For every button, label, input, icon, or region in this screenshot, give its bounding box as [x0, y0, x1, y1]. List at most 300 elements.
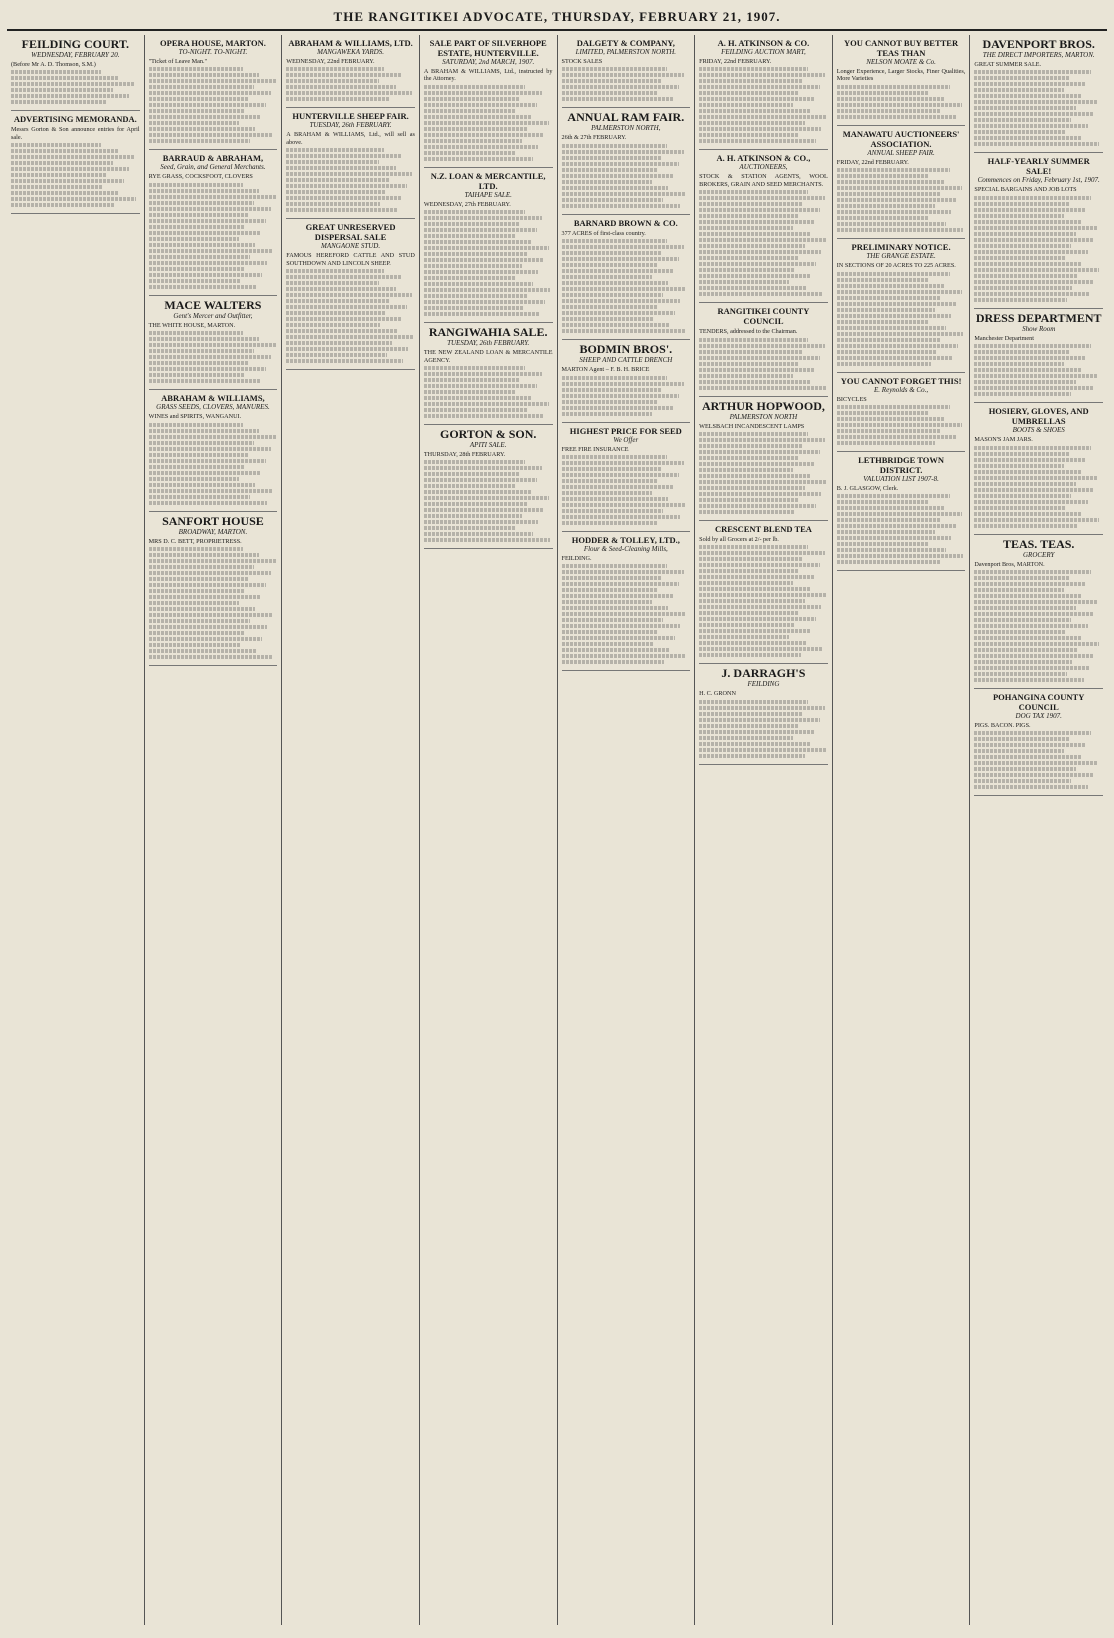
print-texture [974, 470, 1081, 474]
print-texture [149, 619, 251, 623]
print-texture [837, 417, 945, 421]
print-texture [837, 204, 935, 208]
print-texture [699, 338, 808, 342]
print-texture [699, 545, 808, 549]
print-texture [837, 168, 950, 172]
advertisement [286, 35, 415, 108]
print-texture [562, 311, 675, 315]
print-texture [424, 300, 545, 304]
print-texture [286, 293, 412, 297]
print-texture [974, 368, 1081, 372]
print-texture [699, 262, 816, 266]
ad-subtitle: Show Room [1022, 324, 1056, 333]
ad-body: GREAT SUMMER SALE. [974, 61, 1042, 68]
advertisement [974, 689, 1103, 796]
print-texture [286, 311, 385, 315]
print-texture [562, 251, 662, 255]
ad-title: HUNTERVILLE SHEEP FAIR. [292, 111, 409, 122]
print-texture [149, 231, 261, 235]
print-texture [562, 186, 669, 190]
print-texture [562, 588, 657, 592]
ad-body: FREE FIRE INSURANCE [561, 445, 629, 453]
print-texture [424, 312, 540, 316]
print-texture [837, 222, 946, 226]
ad-body: WELSBACH INCANDESCENT LAMPS [699, 422, 805, 430]
print-texture [837, 441, 935, 445]
print-texture [286, 148, 384, 152]
print-texture [699, 706, 825, 710]
print-texture [149, 255, 251, 259]
print-texture [837, 494, 950, 498]
print-texture [149, 435, 276, 439]
print-texture [562, 317, 653, 321]
print-texture [699, 190, 808, 194]
print-texture [974, 392, 1070, 396]
ad-body: THE WHITE HOUSE, MARTON. [148, 321, 236, 329]
ad-body: MASON'S JAM JARS. [974, 436, 1033, 444]
print-texture [974, 666, 1088, 670]
print-texture [11, 167, 129, 171]
print-texture [974, 749, 1064, 753]
print-texture [699, 438, 825, 442]
advertisement [837, 126, 966, 239]
print-texture [562, 636, 675, 640]
print-texture [149, 429, 260, 433]
print-texture [974, 464, 1064, 468]
print-texture [149, 273, 262, 277]
print-texture [286, 208, 397, 212]
print-texture [11, 76, 118, 80]
print-texture [424, 408, 527, 412]
print-texture [562, 305, 658, 309]
ad-title: DRESS DEPARTMENT [975, 310, 1102, 325]
print-texture [974, 374, 1097, 378]
print-texture [11, 82, 134, 86]
print-texture [149, 285, 257, 289]
print-texture [699, 462, 815, 466]
advertisement [424, 35, 553, 168]
print-texture [149, 139, 251, 143]
print-texture [974, 298, 1067, 302]
print-texture [974, 755, 1081, 759]
print-texture [149, 601, 239, 605]
advertisement [974, 403, 1103, 534]
print-texture [974, 94, 1081, 98]
print-texture [424, 460, 526, 464]
print-texture [286, 353, 386, 357]
print-texture [974, 106, 1076, 110]
column-1 [7, 35, 145, 1625]
print-texture [11, 94, 129, 98]
advertisement [974, 309, 1103, 403]
print-texture [424, 478, 537, 482]
ad-subtitle: GRASS SEEDS, CLOVERS, MANURES. [156, 403, 270, 412]
print-texture [837, 314, 951, 318]
print-texture [562, 91, 657, 95]
print-texture [424, 103, 537, 107]
print-texture [562, 461, 684, 465]
print-texture [562, 642, 653, 646]
print-texture [837, 356, 953, 360]
ad-subtitle: Seed, Grain, and General Merchants. [160, 163, 266, 172]
advertisement [562, 108, 691, 214]
ad-body: Manchester Department [974, 334, 1034, 342]
print-texture [149, 471, 261, 475]
print-texture [424, 258, 544, 262]
ad-title: ARTHUR HOPWOOD, [701, 398, 825, 413]
column-3 [282, 35, 420, 1625]
print-texture [286, 335, 413, 339]
ad-subtitle: WEDNESDAY, FEBRUARY 20. [31, 51, 120, 59]
print-texture [149, 577, 249, 581]
print-texture [424, 514, 522, 518]
print-texture [699, 700, 808, 704]
ad-subtitle: THE DIRECT IMPORTERS, MARTON. [982, 51, 1095, 59]
advertisement [149, 512, 278, 666]
print-texture [149, 501, 267, 505]
print-texture [837, 512, 962, 516]
print-texture [424, 366, 526, 370]
print-texture [149, 237, 239, 241]
print-texture [149, 195, 276, 199]
print-texture [149, 127, 256, 131]
print-texture [974, 494, 1070, 498]
advertisement [974, 35, 1103, 153]
ad-body: FRIDAY, 22nd FEBRUARY. [836, 158, 909, 166]
column-8 [970, 35, 1107, 1625]
print-texture [424, 520, 538, 524]
print-texture [424, 378, 520, 382]
print-texture [974, 618, 1070, 622]
advertisement [699, 303, 828, 396]
print-texture [562, 509, 664, 513]
print-texture [149, 367, 266, 371]
ad-body: SPECIAL BARGAINS AND JOB LOTS [974, 186, 1077, 194]
print-texture [424, 390, 515, 394]
ad-title: ADVERTISING MEMORANDA. [13, 114, 137, 125]
print-texture [974, 612, 1092, 616]
print-texture [562, 497, 669, 501]
column-7 [833, 35, 971, 1625]
ad-subtitle: TUESDAY, 26th FEBRUARY. [309, 121, 392, 130]
ad-body: Messrs Gorton & Son announce entries for April sale. [11, 126, 140, 141]
print-texture [699, 67, 808, 71]
print-texture [562, 515, 680, 519]
print-texture [11, 173, 107, 177]
print-texture [699, 748, 826, 752]
print-texture [149, 109, 244, 113]
print-texture [699, 450, 820, 454]
print-texture [837, 115, 957, 119]
print-texture [699, 85, 820, 89]
advertisement [699, 35, 828, 150]
print-texture [974, 124, 1087, 128]
ad-body: WEDNESDAY, 27th FEBRUARY. [423, 200, 511, 208]
print-texture [974, 600, 1097, 604]
print-texture [424, 288, 550, 292]
print-texture [699, 280, 789, 284]
print-texture [699, 274, 811, 278]
print-texture [424, 121, 549, 125]
print-texture [562, 606, 669, 610]
print-texture [699, 368, 815, 372]
print-texture [11, 197, 136, 201]
ad-body: THURSDAY, 28th FEBRUARY. [423, 451, 506, 459]
print-texture [149, 201, 254, 205]
print-texture [424, 115, 532, 119]
print-texture [149, 207, 271, 211]
print-texture [562, 382, 684, 386]
print-texture [149, 625, 267, 629]
ad-body: A BRAHAM & WILLIAMS, Ltd., instructed by the Attorney. [423, 68, 553, 83]
print-texture [699, 226, 793, 230]
print-texture [837, 542, 930, 546]
print-texture [974, 286, 1072, 290]
ad-title: HOSIERY, GLOVES, AND UMBRELLAS [988, 406, 1089, 427]
print-texture [837, 344, 958, 348]
print-texture [149, 349, 254, 353]
print-texture [562, 162, 679, 166]
ad-title: MACE WALTERS [164, 297, 262, 312]
ad-title: ABRAHAM & WILLIAMS, [161, 393, 265, 404]
print-texture [699, 115, 826, 119]
print-texture [837, 278, 928, 282]
ad-title: RANGIWAHIA SALE. [428, 325, 548, 340]
print-texture [286, 172, 412, 176]
print-texture [974, 130, 1065, 134]
print-texture [699, 220, 815, 224]
print-texture [149, 361, 249, 365]
print-texture [699, 268, 794, 272]
print-texture [837, 97, 945, 101]
ad-subtitle: MANGAWEKA YARDS. [317, 48, 384, 56]
print-texture [424, 97, 520, 101]
print-texture [699, 474, 810, 478]
print-texture [424, 484, 515, 488]
newspaper-page [7, 7, 1107, 1624]
print-texture [286, 79, 379, 83]
print-texture [699, 557, 803, 561]
print-texture [699, 214, 798, 218]
ad-subtitle: SHEEP AND CATTLE DRENCH [579, 356, 673, 365]
advertisement [837, 373, 966, 452]
print-texture [837, 524, 957, 528]
print-texture [562, 275, 652, 279]
ad-title: FEILDING COURT. [21, 37, 129, 51]
print-texture [562, 630, 658, 634]
print-texture [286, 323, 380, 327]
print-texture [424, 133, 544, 137]
print-texture [837, 180, 945, 184]
print-texture [562, 394, 679, 398]
print-texture [974, 672, 1067, 676]
ad-subtitle: Commences on Friday, February 1st, 1907. [977, 176, 1100, 185]
print-texture [424, 246, 549, 250]
print-texture [286, 202, 380, 206]
print-texture [974, 118, 1070, 122]
print-texture [562, 204, 680, 208]
ad-title: BARNARD BROWN & CO. [573, 217, 678, 228]
advertisement [974, 153, 1103, 308]
ad-subtitle: DOG TAX 1907. [1015, 712, 1062, 721]
print-texture [974, 226, 1097, 230]
print-texture [974, 761, 1097, 765]
print-texture [149, 571, 271, 575]
advertisement [837, 452, 966, 571]
print-texture [424, 490, 532, 494]
print-texture [699, 486, 804, 490]
print-texture [562, 323, 670, 327]
print-texture [837, 103, 962, 107]
print-texture [286, 269, 384, 273]
print-texture [11, 191, 119, 195]
print-texture [974, 624, 1087, 628]
print-texture [149, 553, 260, 557]
advertisement [699, 521, 828, 664]
ad-title: CRESCENT BLEND TEA [714, 524, 812, 535]
advertisement [562, 340, 691, 422]
print-texture [837, 506, 945, 510]
advertisement [699, 397, 828, 521]
print-texture [286, 166, 395, 170]
print-texture [149, 85, 254, 89]
ad-title: BARRAUD & ABRAHAM, [162, 153, 264, 164]
print-texture [699, 724, 798, 728]
print-texture [699, 629, 811, 633]
print-texture [424, 466, 542, 470]
print-texture [699, 121, 804, 125]
print-texture [149, 589, 244, 593]
advertisement [11, 111, 140, 214]
ad-title: DAVENPORT BROS. [982, 37, 1095, 51]
advertisement [699, 150, 828, 303]
print-texture [562, 412, 652, 416]
print-texture [837, 548, 946, 552]
ad-body: Longer Experience, Larger Stocks, Finer Qualities, More Varieties [836, 68, 966, 83]
print-texture [424, 526, 517, 530]
ad-title: ABRAHAM & WILLIAMS, LTD. [288, 38, 413, 48]
ad-title: GORTON & SON. [440, 427, 537, 442]
ad-title: HALF-YEARLY SUMMER SALE! [987, 156, 1090, 177]
print-texture [149, 655, 274, 659]
print-texture [837, 423, 962, 427]
print-texture [562, 287, 685, 291]
print-texture [562, 79, 662, 83]
print-texture [837, 198, 957, 202]
print-texture [562, 660, 665, 664]
print-texture [974, 136, 1082, 140]
print-texture [699, 79, 803, 83]
print-texture [974, 362, 1064, 366]
print-texture [562, 455, 667, 459]
print-texture [974, 654, 1094, 658]
print-texture [562, 388, 662, 392]
print-texture [837, 429, 940, 433]
ad-subtitle: TO-NIGHT. TO-NIGHT. [178, 48, 248, 56]
ad-title: YOU CANNOT BUY BETTER TEAS THAN [844, 38, 959, 58]
print-texture [286, 85, 395, 89]
print-texture [562, 612, 685, 616]
print-texture [562, 299, 680, 303]
ad-body: Sold by all Grocers at 2/- per lb. [699, 536, 779, 544]
print-texture [424, 264, 522, 268]
ad-subtitle: FEILDING [747, 680, 780, 689]
advertisement [149, 150, 278, 295]
print-texture [974, 100, 1097, 104]
ad-title: HODDER & TOLLEY, LTD., [571, 535, 680, 546]
print-texture [974, 588, 1064, 592]
print-texture [974, 268, 1099, 272]
print-texture [974, 244, 1070, 248]
print-texture [286, 341, 391, 345]
print-texture [562, 576, 662, 580]
print-texture [424, 414, 544, 418]
print-texture [699, 202, 803, 206]
print-texture [562, 648, 670, 652]
print-texture [562, 174, 674, 178]
print-texture [974, 350, 1069, 354]
print-texture [149, 373, 244, 377]
print-texture [286, 317, 402, 321]
advertisement [562, 215, 691, 340]
ad-title: HIGHEST PRICE FOR SEED [569, 425, 682, 436]
ad-subtitle: Gent's Mercer and Outfitter, [173, 311, 253, 320]
print-texture [974, 356, 1086, 360]
print-texture [974, 518, 1099, 522]
advertisement [286, 108, 415, 219]
print-texture [11, 88, 113, 92]
print-texture [837, 284, 945, 288]
ad-title: RANGITIKEI COUNTY COUNCIL [717, 306, 810, 327]
ad-body: "Ticket of Leave Man." [148, 58, 208, 65]
ad-body: RYE GRASS, COCKSFOOT, CLOVERS [148, 173, 253, 181]
print-texture [699, 498, 799, 502]
advertisement [149, 296, 278, 390]
print-texture [149, 453, 249, 457]
print-texture [562, 269, 674, 273]
ad-body: IN SECTIONS OF 20 ACRES TO 225 ACRES. [836, 262, 956, 270]
print-texture [699, 605, 821, 609]
advertisement [11, 35, 140, 111]
advertisement [562, 532, 691, 671]
print-texture [974, 88, 1064, 92]
print-texture [424, 109, 515, 113]
print-texture [149, 115, 261, 119]
print-texture [562, 192, 685, 196]
print-texture [562, 376, 667, 380]
ad-subtitle: VALUATION LIST 1907-8. [863, 475, 939, 484]
print-texture [11, 149, 118, 153]
print-texture [699, 736, 793, 740]
print-texture [562, 564, 667, 568]
print-texture [424, 472, 520, 476]
ad-subtitle: E. Reynolds & Co., [874, 385, 929, 394]
print-texture [974, 488, 1092, 492]
ad-subtitle: AUCTIONEERS, [739, 163, 788, 172]
print-texture [562, 521, 658, 525]
ad-title: YOU CANNOT FORGET THIS! [840, 375, 962, 386]
ad-body: STOCK & STATION AGENTS, WOOL BROKERS, GRAIN AND SEED MERCHANTS. [699, 173, 828, 188]
print-texture [286, 329, 397, 333]
print-texture [974, 524, 1077, 528]
print-texture [699, 238, 826, 242]
print-texture [974, 773, 1092, 777]
print-texture [149, 337, 260, 341]
print-texture [699, 575, 815, 579]
print-texture [699, 432, 808, 436]
print-texture [974, 220, 1081, 224]
ad-subtitle: TUESDAY, 26th FEBRUARY. [447, 339, 530, 348]
